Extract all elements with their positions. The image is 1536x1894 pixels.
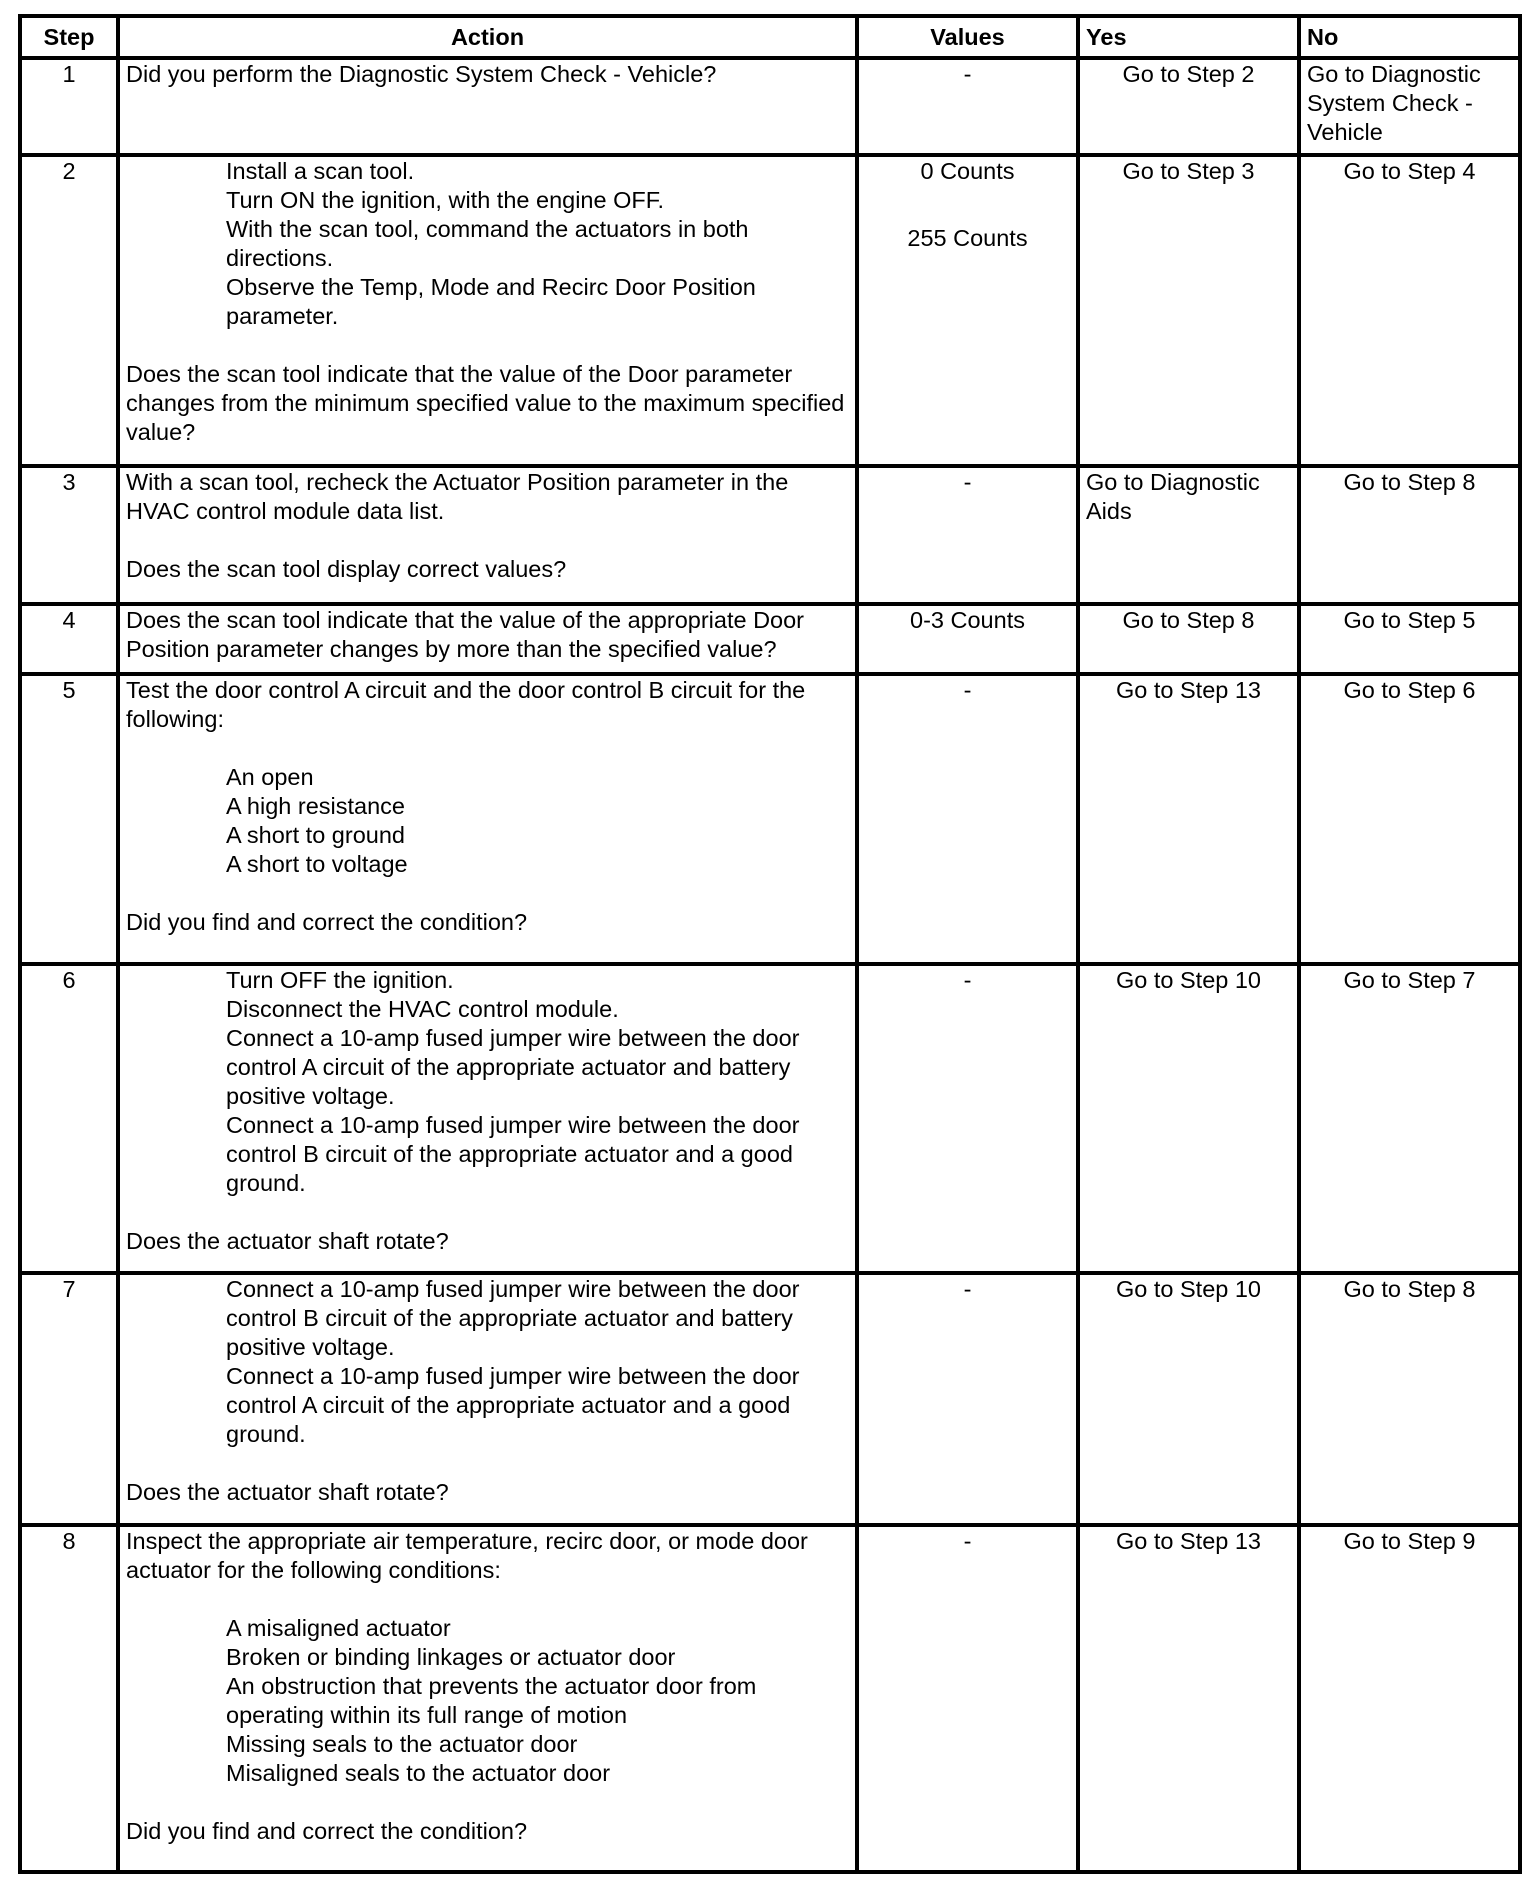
action-question: Did you find and correct the condition? — [126, 909, 528, 935]
action-list — [126, 157, 849, 331]
step-number: 2 — [20, 155, 118, 466]
table-row — [20, 155, 1520, 466]
no-cell: Go to Step 4 — [1299, 155, 1520, 466]
header-step: Step — [20, 16, 118, 58]
list-item: Connect a 10-amp fused jumper wire between the door control A circuit of the appropriate actuator and battery positive voltage. — [226, 1025, 800, 1109]
yes-cell: Go to Step 13 — [1078, 1525, 1299, 1872]
yes-cell: Go to Step 8 — [1078, 604, 1299, 674]
values-cell: - — [857, 1273, 1078, 1525]
no-cell: Go to Step 7 — [1299, 964, 1520, 1273]
no-cell: Go to Step 8 — [1299, 466, 1520, 604]
action-question: Did you find and correct the condition? — [126, 1818, 528, 1844]
action-intro: Test the door control A circuit and the door control B circuit for the following: — [126, 677, 806, 732]
values-cell: - — [857, 58, 1078, 155]
action-cell — [118, 1525, 857, 1872]
values-cell: - — [857, 466, 1078, 604]
action-question: Does the actuator shaft rotate? — [126, 1228, 449, 1254]
table-row — [20, 964, 1520, 1273]
action-cell — [118, 466, 857, 604]
list-item: Connect a 10-amp fused jumper wire between the door control B circuit of the appropriate actuator and a good ground. — [226, 1112, 800, 1196]
value-min: 0 Counts — [920, 158, 1015, 184]
no-cell: Go to Step 6 — [1299, 674, 1520, 964]
header-values: Values — [857, 16, 1078, 58]
list-item: Observe the Temp, Mode and Recirc Door Position parameter. — [226, 274, 756, 329]
value-max: 255 Counts — [907, 225, 1028, 251]
step-number: 8 — [20, 1525, 118, 1872]
table-row — [20, 58, 1520, 155]
action-list — [126, 966, 849, 1198]
action-intro: With a scan tool, recheck the Actuator Position parameter in the HVAC control module data list. — [126, 469, 789, 524]
diagnostic-table — [18, 14, 1522, 1874]
no-cell: Go to Diagnostic System Check - Vehicle — [1299, 58, 1520, 155]
header-no: No — [1299, 16, 1520, 58]
action-intro: Inspect the appropriate air temperature, recirc door, or mode door actuator for the following conditions: — [126, 1528, 808, 1583]
yes-cell: Go to Step 10 — [1078, 1273, 1299, 1525]
action-question: Does the actuator shaft rotate? — [126, 1479, 449, 1505]
step-number: 6 — [20, 964, 118, 1273]
values-cell: - — [857, 1525, 1078, 1872]
list-item: Turn OFF the ignition. — [226, 967, 454, 993]
step-number: 7 — [20, 1273, 118, 1525]
step-number: 3 — [20, 466, 118, 604]
values-cell — [857, 155, 1078, 466]
list-item: Misaligned seals to the actuator door — [226, 1760, 611, 1786]
yes-cell: Go to Step 3 — [1078, 155, 1299, 466]
list-item: Connect a 10-amp fused jumper wire between the door control B circuit of the appropriate actuator and battery positive voltage. — [226, 1276, 800, 1360]
list-item: With the scan tool, command the actuators in both directions. — [226, 216, 749, 271]
list-item: Missing seals to the actuator door — [226, 1731, 578, 1757]
list-item: An obstruction that prevents the actuator door from operating within its full range of motion — [226, 1673, 757, 1728]
step-number: 4 — [20, 604, 118, 674]
action-cell — [118, 674, 857, 964]
list-item: A short to voltage — [226, 851, 408, 877]
list-item: A misaligned actuator — [226, 1615, 451, 1641]
action-question: Did you perform the Diagnostic System Check - Vehicle? — [126, 61, 717, 87]
action-list — [126, 1614, 849, 1788]
yes-cell: Go to Diagnostic Aids — [1078, 466, 1299, 604]
action-cell — [118, 1273, 857, 1525]
list-item: Install a scan tool. — [226, 158, 415, 184]
list-item: A short to ground — [226, 822, 405, 848]
table-row — [20, 1525, 1520, 1872]
list-item: Broken or binding linkages or actuator door — [226, 1644, 676, 1670]
header-action: Action — [118, 16, 857, 58]
header-row — [20, 16, 1520, 58]
header-yes: Yes — [1078, 16, 1299, 58]
yes-cell: Go to Step 10 — [1078, 964, 1299, 1273]
action-cell — [118, 604, 857, 674]
step-number: 1 — [20, 58, 118, 155]
action-question: Does the scan tool indicate that the value of the Door parameter changes from the minimum specified value to the maximum specified value? — [126, 361, 845, 445]
no-cell: Go to Step 9 — [1299, 1525, 1520, 1872]
table-row — [20, 604, 1520, 674]
table-row — [20, 674, 1520, 964]
list-item: A high resistance — [226, 793, 405, 819]
list-item: An open — [226, 764, 314, 790]
list-item: Connect a 10-amp fused jumper wire between the door control A circuit of the appropriate actuator and a good ground. — [226, 1363, 800, 1447]
action-question: Does the scan tool display correct values? — [126, 556, 567, 582]
yes-cell: Go to Step 2 — [1078, 58, 1299, 155]
values-cell: - — [857, 964, 1078, 1273]
action-cell — [118, 58, 857, 155]
table-row — [20, 1273, 1520, 1525]
no-cell: Go to Step 8 — [1299, 1273, 1520, 1525]
action-cell — [118, 964, 857, 1273]
list-item: Turn ON the ignition, with the engine OFF. — [226, 187, 665, 213]
no-cell: Go to Step 5 — [1299, 604, 1520, 674]
values-cell: 0-3 Counts — [857, 604, 1078, 674]
action-list — [126, 763, 849, 879]
step-number: 5 — [20, 674, 118, 964]
table-row — [20, 466, 1520, 604]
list-item: Disconnect the HVAC control module. — [226, 996, 619, 1022]
action-cell — [118, 155, 857, 466]
action-list — [126, 1275, 849, 1449]
values-cell: - — [857, 674, 1078, 964]
yes-cell: Go to Step 13 — [1078, 674, 1299, 964]
action-question: Does the scan tool indicate that the value of the appropriate Door Position parameter changes by more than the specified value? — [126, 607, 805, 662]
